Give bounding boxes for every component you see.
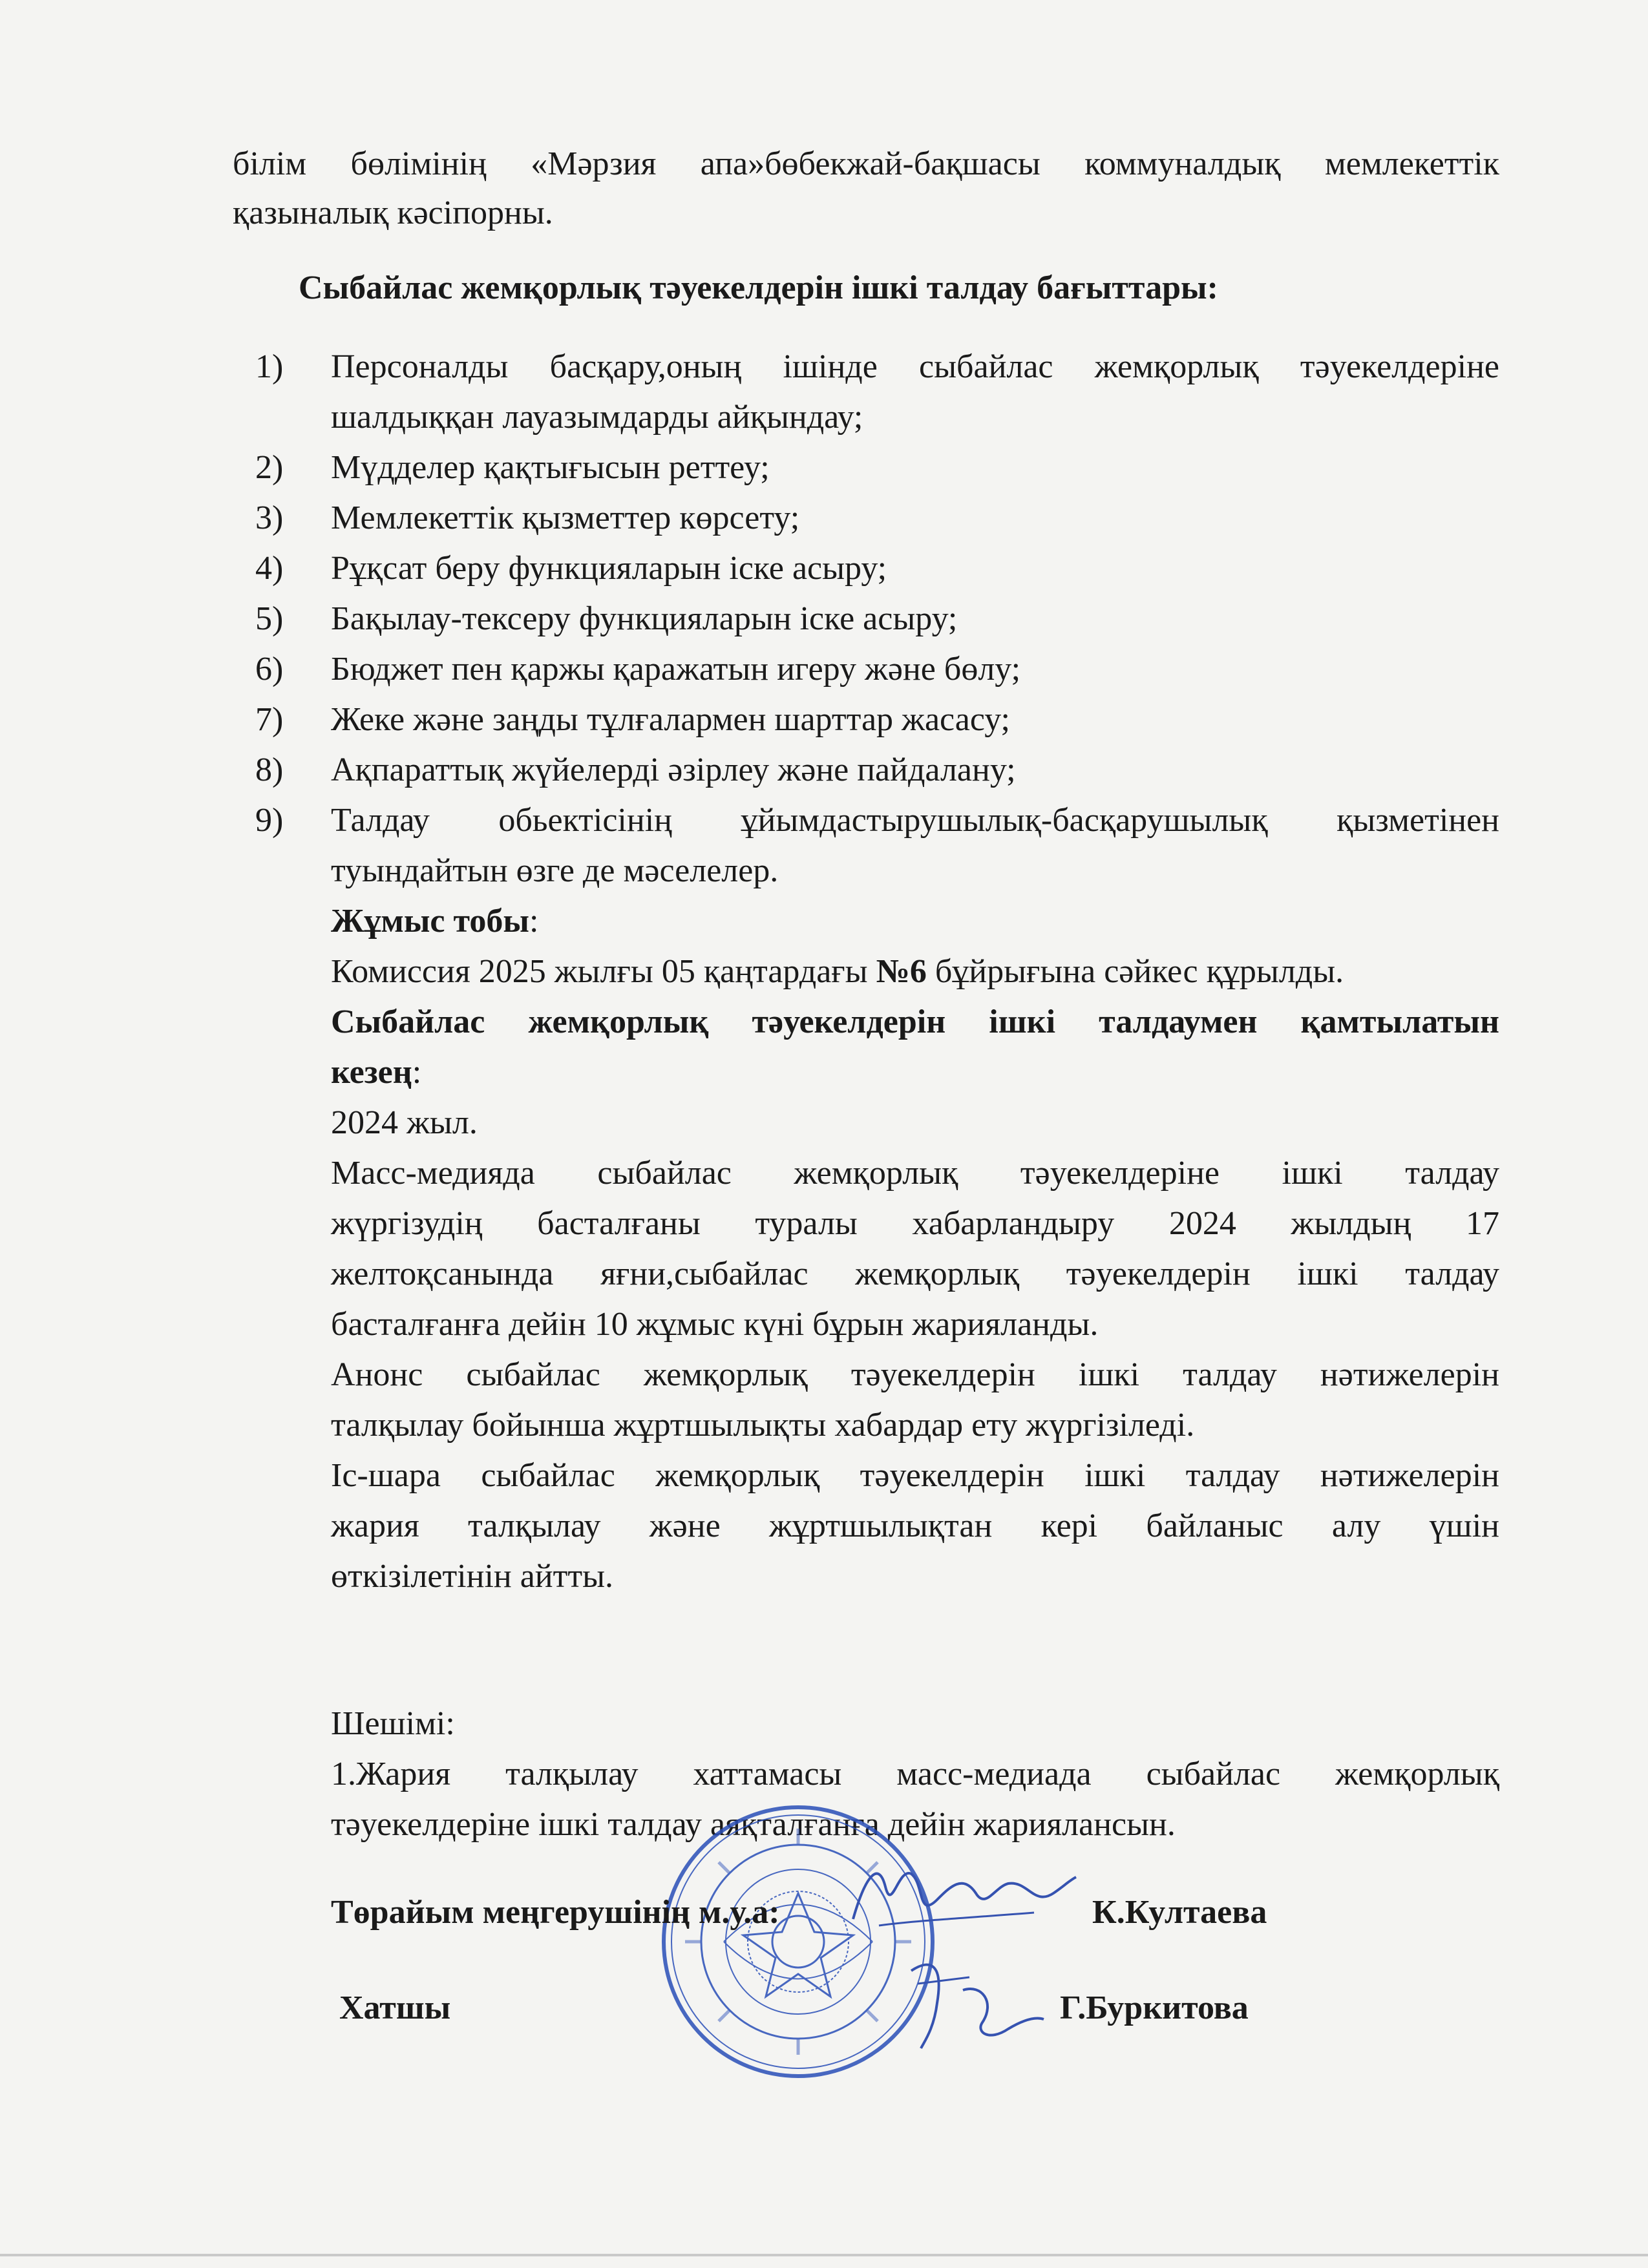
order-number: №6 [876, 953, 927, 990]
list-item-text: Мүдделер қақтығысын реттеу; [331, 449, 770, 486]
secretary-signature-icon [892, 1945, 1053, 2061]
decision-line-1: 1.Жария талқылау хаттамасы масс-медиада сыбайлас жемқорлық [331, 1756, 1499, 1792]
list-item-text: Ақпараттық жүйелерді әзірлеу және пайдалану; [331, 751, 1016, 788]
list-item-text: Мемлекеттік қызметтер көрсету; [331, 499, 800, 536]
announce-line: талқылау бойынша жұртшылықты хабардар ету жүргізіледі. [331, 1407, 1195, 1444]
section-heading: Сыбайлас жемқорлық тәуекелдерін ішкі талдау бағыттары: [299, 269, 1218, 306]
secretary-title: Хатшы [339, 1990, 451, 2026]
decision-line-2: тәуекелдеріне ішкі талдау аяқталғанға дейін жариялансын. [331, 1806, 1176, 1843]
intro-line-2: қазыналық кәсіпорны. [233, 194, 553, 231]
working-group-label: Жұмыс тобы [331, 903, 529, 940]
list-item-text: Бақылау-тексеру функцияларын іске асыру; [331, 600, 958, 637]
list-item-text-cont: туындайтын өзге де мәселелер. [331, 852, 779, 889]
mass-media-line: Масс-медияда сыбайлас жемқорлық тәуекелдеріне ішкі талдау [331, 1155, 1499, 1192]
chair-signature-icon [840, 1848, 1079, 1945]
chair-title: Төрайым меңгерушінің м.у.а: [331, 1894, 780, 1931]
list-number: 6) [255, 651, 284, 688]
list-item-text: Талдау обьектісінің ұйымдастырушылық-басқарушылық қызметінен [331, 802, 1499, 839]
period-label: кезең [331, 1054, 412, 1091]
list-number: 5) [255, 600, 284, 637]
event-line: Іс-шара сыбайлас жемқорлық тәуекелдерін ішкі талдау нәтижелерін [331, 1457, 1499, 1494]
event-line: жария талқылау және жұртшылықтан кері байланыс алу үшін [331, 1507, 1499, 1544]
list-number: 1) [255, 348, 284, 385]
list-number: 9) [255, 802, 284, 839]
list-item-text: Жеке және заңды тұлғалармен шарттар жасасу; [331, 701, 1010, 738]
intro-line-1: білім бөлімінің «Мәрзия апа»бөбекжай-бақшасы коммуналдық мемлекеттік [233, 145, 1499, 182]
list-number: 7) [255, 701, 284, 738]
mass-media-line: басталғанға дейін 10 жұмыс күні бұрын жарияланды. [331, 1306, 1099, 1343]
working-group-text [331, 947, 1499, 996]
secretary-name: Г.Буркитова [1060, 1990, 1249, 2026]
list-item-text-cont: шалдыққан лауазымдарды айқындау; [331, 399, 863, 436]
period-label-line-2 [331, 1048, 1499, 1097]
announce-line: Анонс сыбайлас жемқорлық тәуекелдерін ішкі талдау нәтижелерін [331, 1356, 1499, 1393]
working-group-text-after: бұйрығына сәйкес құрылды. [926, 953, 1344, 990]
list-item-text: Персоналды басқару,оның ішінде сыбайлас жемқорлық тәуекелдеріне [331, 348, 1499, 385]
period-colon: : [412, 1054, 422, 1091]
event-line: өткізілетінін айтты. [331, 1558, 614, 1595]
list-item-text: Рұқсат беру функцияларын іске асыру; [331, 550, 887, 587]
list-number: 8) [255, 751, 284, 788]
working-group-text-before: Комиссия 2025 жылғы 05 қаңтардағы [331, 953, 876, 990]
period-label-line-1: Сыбайлас жемқорлық тәуекелдерін ішкі талдаумен қамтылатын [331, 1003, 1499, 1040]
working-group-colon: : [529, 903, 539, 940]
mass-media-line: жүргізудің басталғаны туралы хабарландыру 2024 жылдың 17 [331, 1205, 1499, 1242]
working-group-label-line [331, 897, 1499, 946]
list-number: 2) [255, 449, 284, 486]
scan-edge-divider [0, 2254, 1648, 2256]
period-value: 2024 жыл. [331, 1104, 478, 1141]
chair-name: К.Култаева [1092, 1894, 1267, 1931]
mass-media-line: желтоқсанында яғни,сыбайлас жемқорлық тәуекелдерін ішкі талдау [331, 1255, 1499, 1292]
decision-label: Шешімі: [331, 1705, 455, 1742]
list-item-text: Бюджет пен қаржы қаражатын игеру және бөлу; [331, 651, 1021, 688]
list-number: 4) [255, 550, 284, 587]
list-number: 3) [255, 499, 284, 536]
